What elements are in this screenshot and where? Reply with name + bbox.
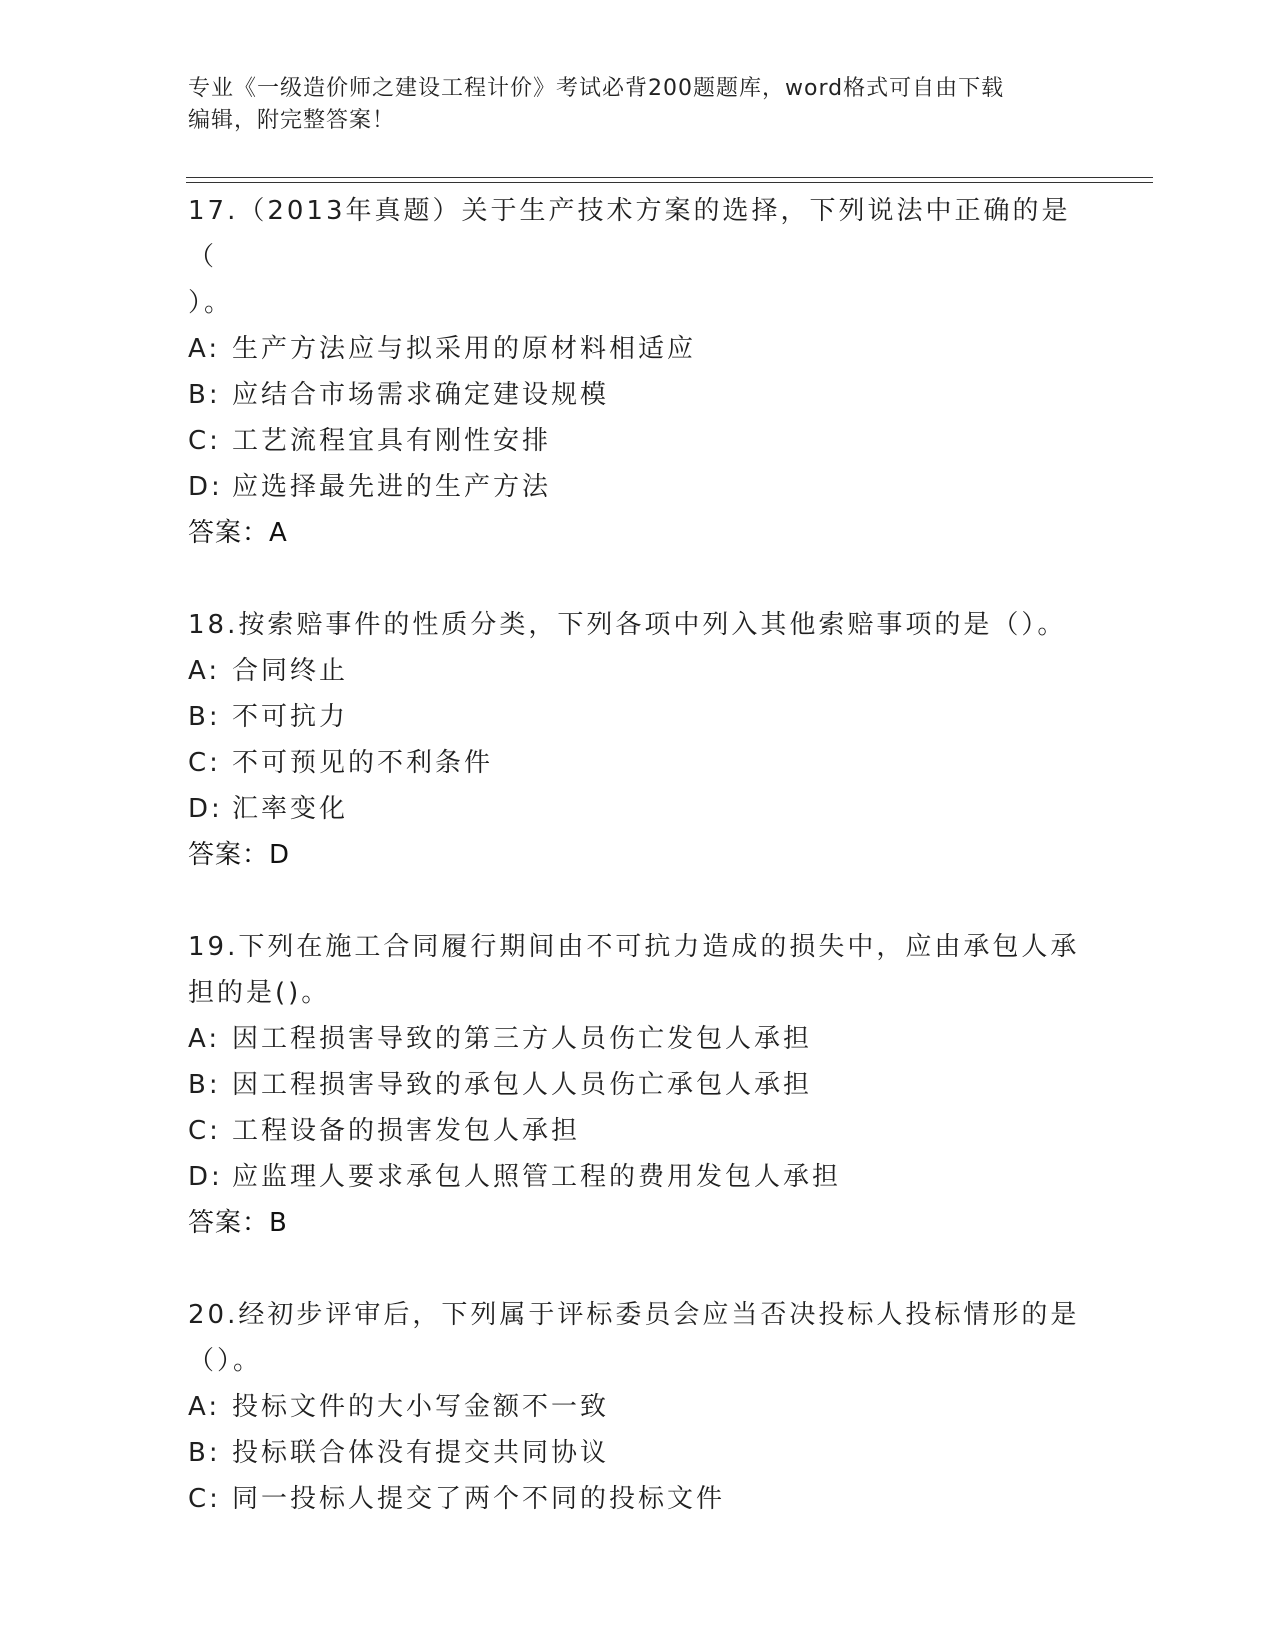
option-text: 生产方法应与拟采用的原材料相适应 bbox=[232, 334, 697, 364]
question-spacer bbox=[188, 556, 1088, 602]
option-text: 因工程损害导致的第三方人员伤亡发包人承担 bbox=[232, 1024, 813, 1054]
option-letter: B: bbox=[188, 1438, 221, 1468]
header-line-2: 编辑，附完整答案！ bbox=[188, 108, 396, 133]
document-header bbox=[188, 73, 1068, 137]
option-letter: D: bbox=[188, 472, 223, 502]
option-text: 投标文件的大小写金额不一致 bbox=[232, 1392, 610, 1422]
option-a bbox=[188, 1384, 1088, 1430]
question-stem-line: 18.按索赔事件的性质分类，下列各项中列入其他索赔事项的是（）。 bbox=[188, 610, 1067, 640]
header-line-1: 专业《一级造价师之建设工程计价》考试必背200题题库，word格式可自由下载 bbox=[188, 76, 1005, 101]
option-letter: A: bbox=[188, 1392, 221, 1422]
option-c bbox=[188, 1476, 1088, 1522]
question-spacer bbox=[188, 878, 1088, 924]
option-b bbox=[188, 372, 1088, 418]
question-stem-line: 20.经初步评审后，下列属于评标委员会应当否决投标人投标情形的是 bbox=[188, 1300, 1080, 1330]
option-a bbox=[188, 326, 1088, 372]
question-stem-line: ）。 bbox=[188, 288, 234, 318]
option-text: 工艺流程宜具有刚性安排 bbox=[232, 426, 552, 456]
option-letter: C: bbox=[188, 748, 221, 778]
question-stem-line: 19.下列在施工合同履行期间由不可抗力造成的损失中，应由承包人承 bbox=[188, 932, 1080, 962]
question-list bbox=[188, 188, 1088, 1522]
question-stem-line: 担的是()。 bbox=[188, 978, 331, 1008]
question-18 bbox=[188, 602, 1088, 878]
option-text: 合同终止 bbox=[232, 656, 349, 686]
answer-line: 答案：B bbox=[188, 1208, 288, 1238]
option-letter: B: bbox=[188, 380, 221, 410]
header-divider-bottom bbox=[186, 182, 1153, 183]
option-text: 不可预见的不利条件 bbox=[232, 748, 494, 778]
option-c bbox=[188, 418, 1088, 464]
option-text: 投标联合体没有提交共同协议 bbox=[232, 1438, 610, 1468]
option-letter: A: bbox=[188, 334, 221, 364]
option-b bbox=[188, 1062, 1088, 1108]
option-a bbox=[188, 1016, 1088, 1062]
option-text: 工程设备的损害发包人承担 bbox=[232, 1116, 581, 1146]
option-text: 同一投标人提交了两个不同的投标文件 bbox=[232, 1484, 726, 1514]
option-text: 应监理人要求承包人照管工程的费用发包人承担 bbox=[232, 1162, 842, 1192]
question-19 bbox=[188, 924, 1088, 1246]
answer-line: 答案：D bbox=[188, 840, 291, 870]
option-letter: C: bbox=[188, 1484, 221, 1514]
option-b bbox=[188, 694, 1088, 740]
option-letter: A: bbox=[188, 1024, 221, 1054]
option-text: 因工程损害导致的承包人人员伤亡承包人承担 bbox=[232, 1070, 813, 1100]
option-c bbox=[188, 740, 1088, 786]
option-letter: A: bbox=[188, 656, 221, 686]
option-text: 应结合市场需求确定建设规模 bbox=[232, 380, 610, 410]
question-stem-line: 17.（2013年真题）关于生产技术方案的选择，下列说法中正确的是（ bbox=[188, 196, 1071, 272]
question-stem-line: （）。 bbox=[188, 1346, 263, 1376]
option-text: 汇率变化 bbox=[232, 794, 349, 824]
option-d bbox=[188, 786, 1088, 832]
option-text: 不可抗力 bbox=[232, 702, 349, 732]
option-letter: B: bbox=[188, 702, 221, 732]
option-text: 应选择最先进的生产方法 bbox=[232, 472, 552, 502]
option-a bbox=[188, 648, 1088, 694]
question-spacer bbox=[188, 1246, 1088, 1292]
header-divider-top bbox=[186, 177, 1153, 178]
answer-line: 答案：A bbox=[188, 518, 288, 548]
option-letter: C: bbox=[188, 1116, 221, 1146]
option-letter: D: bbox=[188, 794, 223, 824]
option-letter: D: bbox=[188, 1162, 223, 1192]
question-20 bbox=[188, 1292, 1088, 1522]
option-c bbox=[188, 1108, 1088, 1154]
option-letter: C: bbox=[188, 426, 221, 456]
option-letter: B: bbox=[188, 1070, 221, 1100]
option-d bbox=[188, 464, 1088, 510]
question-17 bbox=[188, 188, 1088, 556]
option-b bbox=[188, 1430, 1088, 1476]
option-d bbox=[188, 1154, 1088, 1200]
